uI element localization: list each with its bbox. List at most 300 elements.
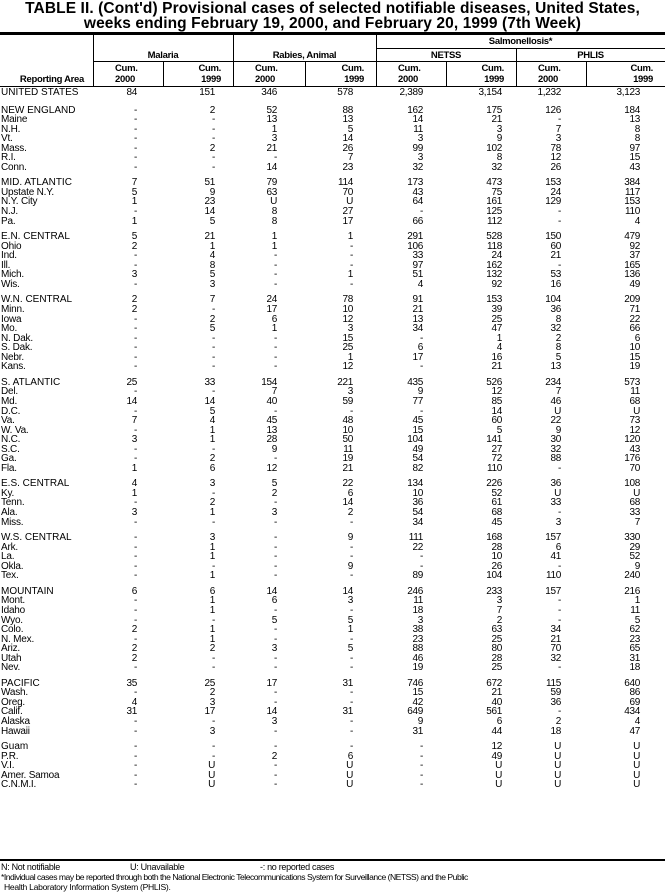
value-cell: 8 — [555, 314, 561, 325]
table-row — [0, 197, 665, 207]
value-cell: 649 — [407, 706, 423, 717]
value-cell: 216 — [624, 586, 640, 597]
region-row — [0, 533, 665, 543]
reporting-area-cell: Tenn. — [1, 497, 25, 508]
reporting-area-cell: Idaho — [1, 605, 26, 616]
value-cell: 115 — [545, 678, 561, 689]
value-cell: 18 — [550, 726, 561, 737]
value-cell: - — [557, 662, 561, 673]
reporting-area-cell: Md. — [1, 396, 18, 407]
title-line-1: TABLE II. (Cont'd) Provisional cases of selected notifiable diseases, United States, — [25, 0, 640, 17]
value-cell: 21 — [412, 304, 423, 315]
table-row — [0, 727, 665, 737]
value-cell: 21 — [550, 634, 561, 645]
value-cell: - — [273, 406, 277, 417]
value-cell: 1 — [496, 333, 502, 344]
value-cell: 46 — [550, 396, 561, 407]
value-cell: 23 — [412, 634, 423, 645]
region-row — [0, 742, 665, 752]
value-cell: - — [557, 706, 561, 717]
value-cell: 5 — [271, 478, 277, 489]
year-label: 2000 — [538, 74, 558, 85]
reporting-area-cell: Nev. — [1, 662, 21, 673]
value-cell: 233 — [486, 586, 502, 597]
reporting-area-cell: Upstate N.Y. — [1, 187, 55, 198]
value-cell: 66 — [412, 216, 423, 227]
value-cell: 72 — [491, 453, 502, 464]
table-row — [0, 508, 665, 518]
value-cell: 3 — [347, 323, 353, 334]
value-cell: 33 — [550, 497, 561, 508]
value-cell: 26 — [491, 561, 502, 572]
year-label: 2000 — [255, 74, 275, 85]
value-cell: 226 — [486, 478, 502, 489]
reporting-area-cell: Ill. — [1, 260, 11, 271]
value-cell: - — [273, 697, 277, 708]
value-cell: U — [208, 779, 215, 790]
value-cell: 330 — [624, 532, 640, 543]
table-row — [0, 761, 665, 771]
table-row — [0, 625, 665, 635]
value-cell: 106 — [407, 241, 423, 252]
value-cell: 59 — [342, 396, 353, 407]
salmonellosis-rule — [376, 48, 665, 49]
value-cell: - — [211, 517, 215, 528]
value-cell: 2 — [209, 497, 215, 508]
cum-label: Cum. — [630, 63, 653, 74]
year-label: 1999 — [201, 74, 221, 85]
value-cell: 165 — [624, 260, 640, 271]
value-cell: 6 — [209, 586, 215, 597]
value-cell: 12 — [342, 361, 353, 372]
value-cell: 8 — [209, 260, 215, 271]
value-cell: 25 — [342, 342, 353, 353]
reporting-area-cell: N.H. — [1, 124, 21, 135]
value-cell: 3 — [555, 517, 561, 528]
value-cell: 29 — [629, 542, 640, 553]
value-cell: - — [133, 770, 137, 781]
value-cell: 221 — [337, 377, 353, 388]
value-cell: 746 — [407, 678, 423, 689]
value-cell: 49 — [629, 279, 640, 290]
footnote-line-1: *Individual cases may be reported through both the National Electronic Telecommunications System for Surveillance (NETSS) and the Public — [1, 872, 468, 882]
value-cell: 52 — [491, 488, 502, 499]
value-cell: - — [133, 323, 137, 334]
table-row — [0, 518, 665, 528]
top-rule — [0, 32, 665, 35]
value-cell: - — [273, 726, 277, 737]
value-cell: 40 — [491, 697, 502, 708]
legend-unavailable: U: Unavailable — [130, 862, 185, 872]
value-cell: 3,154 — [478, 87, 502, 98]
value-cell: - — [349, 279, 353, 290]
value-cell: - — [349, 634, 353, 645]
value-cell: 33 — [204, 377, 215, 388]
divider — [305, 62, 306, 87]
value-cell: 2 — [131, 294, 137, 305]
value-cell: 43 — [629, 444, 640, 455]
value-cell: U — [208, 760, 215, 771]
reporting-area-cell: P.R. — [1, 751, 19, 762]
value-cell: 61 — [491, 497, 502, 508]
value-cell: 3 — [271, 507, 277, 518]
value-cell: - — [273, 561, 277, 572]
table-title — [0, 0, 665, 31]
value-cell: - — [211, 152, 215, 163]
value-cell: 6 — [496, 716, 502, 727]
value-cell: - — [419, 561, 423, 572]
value-cell: - — [273, 497, 277, 508]
table-row — [0, 717, 665, 727]
value-cell: 85 — [491, 396, 502, 407]
value-cell: 13 — [342, 114, 353, 125]
value-cell: 27 — [491, 444, 502, 455]
value-cell: - — [273, 634, 277, 645]
value-cell: - — [211, 124, 215, 135]
value-cell: 5 — [347, 643, 353, 654]
value-cell: 5 — [634, 615, 640, 626]
value-cell: - — [419, 361, 423, 372]
value-cell: U — [633, 760, 640, 771]
value-cell: 71 — [629, 304, 640, 315]
value-cell: 9 — [417, 716, 423, 727]
value-cell: 9 — [347, 532, 353, 543]
value-cell: U — [208, 770, 215, 781]
value-cell: 11 — [413, 595, 423, 606]
value-cell: 21 — [266, 143, 277, 154]
table-row — [0, 606, 665, 616]
value-cell: 110 — [545, 570, 561, 581]
value-cell: 2 — [271, 488, 277, 499]
value-cell: 86 — [629, 687, 640, 698]
value-cell: 33 — [629, 507, 640, 518]
year-label: 2000 — [115, 74, 135, 85]
value-cell: U — [633, 406, 640, 417]
cum-label: Cum. — [341, 63, 364, 74]
value-cell: - — [419, 770, 423, 781]
value-cell: 42 — [412, 697, 423, 708]
value-cell: 2 — [209, 453, 215, 464]
value-cell: 34 — [412, 517, 423, 528]
value-cell: 5 — [209, 216, 215, 227]
table-row — [0, 780, 665, 790]
value-cell: 5 — [131, 231, 137, 242]
value-cell: - — [133, 726, 137, 737]
year-label: 1999 — [484, 74, 504, 85]
value-cell: 154 — [261, 377, 277, 388]
value-cell: 110 — [486, 463, 502, 474]
value-cell: 291 — [407, 231, 423, 242]
malaria-header: Malaria — [147, 50, 179, 61]
value-cell: - — [133, 561, 137, 572]
value-cell: 2 — [209, 314, 215, 325]
value-cell: - — [211, 386, 215, 397]
reporting-area-cell: Va. — [1, 415, 15, 426]
value-cell: 125 — [486, 206, 502, 217]
reporting-area-cell: Mass. — [1, 143, 27, 154]
value-cell: - — [349, 517, 353, 528]
cum-label: Cum. — [255, 63, 278, 74]
value-cell: 1 — [347, 231, 353, 242]
value-cell: 51 — [412, 269, 423, 280]
table-row — [0, 416, 665, 426]
value-cell: 32 — [491, 162, 502, 173]
value-cell: 24 — [266, 294, 277, 305]
value-cell: - — [273, 570, 277, 581]
value-cell: 6 — [347, 751, 353, 762]
value-cell: - — [273, 779, 277, 790]
value-cell: 1 — [347, 624, 353, 635]
value-cell: 3 — [271, 643, 277, 654]
legend-no-cases: -: no reported cases — [260, 862, 335, 872]
value-cell: 14 — [266, 586, 277, 597]
value-cell: 11 — [343, 444, 353, 455]
value-cell: 1 — [131, 488, 137, 499]
value-cell: - — [349, 570, 353, 581]
value-cell: - — [273, 662, 277, 673]
value-cell: 5 — [131, 187, 137, 198]
value-cell: 31 — [629, 653, 640, 664]
value-cell: 132 — [486, 269, 502, 280]
cum-label: Cum. — [115, 63, 138, 74]
table-row — [0, 207, 665, 217]
value-cell: 31 — [412, 726, 423, 737]
value-cell: U — [554, 406, 561, 417]
value-cell: 12 — [550, 152, 561, 163]
value-cell: 21 — [342, 463, 353, 474]
value-cell: 22 — [629, 314, 640, 325]
value-cell: - — [133, 453, 137, 464]
value-cell: - — [349, 726, 353, 737]
value-cell: 68 — [629, 396, 640, 407]
value-cell: - — [349, 697, 353, 708]
value-cell: 11 — [413, 124, 423, 135]
value-cell: 7 — [555, 124, 561, 135]
value-cell: - — [133, 143, 137, 154]
table-row — [0, 324, 665, 334]
value-cell: 27 — [342, 206, 353, 217]
value-cell: - — [419, 406, 423, 417]
rabies-header: Rabies, Animal — [272, 50, 337, 61]
value-cell: 36 — [412, 497, 423, 508]
value-cell: 68 — [629, 497, 640, 508]
value-cell: 26 — [550, 162, 561, 173]
value-cell: 43 — [629, 162, 640, 173]
reporting-area-cell: Maine — [1, 114, 28, 125]
value-cell: 46 — [412, 653, 423, 664]
table-row — [0, 454, 665, 464]
table-row — [0, 644, 665, 654]
value-cell: 234 — [545, 377, 561, 388]
value-cell: 3 — [271, 133, 277, 144]
value-cell: - — [349, 542, 353, 553]
reporting-area-cell: Okla. — [1, 561, 24, 572]
table-row — [0, 688, 665, 698]
value-cell: - — [133, 634, 137, 645]
value-cell: - — [133, 333, 137, 344]
value-cell: 25 — [204, 678, 215, 689]
value-cell: 3 — [417, 152, 423, 163]
value-cell: 23 — [629, 634, 640, 645]
value-cell: - — [273, 352, 277, 363]
value-cell: - — [133, 124, 137, 135]
value-cell: 108 — [624, 478, 640, 489]
footnote-line-2: Health Laboratory Information System (PHLIS). — [4, 882, 171, 892]
value-cell: 4 — [417, 279, 423, 290]
reporting-area-cell: N.C. — [1, 434, 21, 445]
reporting-area-cell: Del. — [1, 386, 18, 397]
value-cell: - — [211, 741, 215, 752]
value-cell: - — [273, 770, 277, 781]
value-cell: 176 — [624, 453, 640, 464]
value-cell: 34 — [412, 323, 423, 334]
table-row — [0, 498, 665, 508]
value-cell: 3 — [347, 595, 353, 606]
value-cell: 3 — [209, 532, 215, 543]
value-cell: - — [273, 532, 277, 543]
value-cell: U — [633, 779, 640, 790]
value-cell: 73 — [629, 415, 640, 426]
netss-header: NETSS — [430, 50, 462, 61]
table-row — [0, 153, 665, 163]
value-cell: 5 — [496, 425, 502, 436]
reporting-area-cell: N. Mex. — [1, 634, 35, 645]
value-cell: - — [133, 444, 137, 455]
value-cell: 49 — [412, 444, 423, 455]
value-cell: - — [273, 260, 277, 271]
value-cell: 3 — [209, 697, 215, 708]
value-cell: 62 — [629, 624, 640, 635]
value-cell: - — [349, 687, 353, 698]
value-cell: - — [273, 760, 277, 771]
reporting-area-cell: Oreg. — [1, 697, 26, 708]
value-cell: - — [273, 624, 277, 635]
value-cell: - — [133, 342, 137, 353]
value-cell: 36 — [550, 304, 561, 315]
value-cell: U — [495, 760, 502, 771]
value-cell: 80 — [491, 643, 502, 654]
reporting-area-cell: Wash. — [1, 687, 28, 698]
value-cell: - — [273, 517, 277, 528]
value-cell: U — [633, 488, 640, 499]
value-cell: 573 — [624, 377, 640, 388]
reporting-area-cell: Wis. — [1, 279, 20, 290]
value-cell: - — [273, 653, 277, 664]
reporting-area-cell: Ala. — [1, 507, 18, 518]
salmonellosis-header: Salmonellosis* — [488, 36, 553, 47]
value-cell: U — [346, 196, 353, 207]
value-cell: 3 — [209, 726, 215, 737]
legend-not-notifiable: N: Not notifiable — [1, 862, 60, 872]
table-row — [0, 552, 665, 562]
value-cell: 53 — [550, 269, 561, 280]
value-cell: 5 — [347, 615, 353, 626]
value-cell: 1 — [209, 570, 215, 581]
value-cell: - — [133, 260, 137, 271]
value-cell: 7 — [131, 415, 137, 426]
reporting-area-cell: C.N.M.I. — [1, 779, 37, 790]
table-row — [0, 464, 665, 474]
value-cell: 1 — [271, 231, 277, 242]
value-cell: 1 — [271, 124, 277, 135]
table-row — [0, 251, 665, 261]
value-cell: 23 — [204, 196, 215, 207]
value-cell: - — [133, 497, 137, 508]
region-row — [0, 295, 665, 305]
value-cell: - — [349, 250, 353, 261]
value-cell: 2 — [131, 624, 137, 635]
reporting-area-cell: Ark. — [1, 542, 18, 553]
value-cell: 60 — [550, 241, 561, 252]
value-cell: 52 — [266, 105, 277, 116]
value-cell: 47 — [491, 323, 502, 334]
region-row — [0, 232, 665, 242]
value-cell: 9 — [634, 561, 640, 572]
reporting-area-cell: UNITED STATES — [1, 87, 79, 98]
value-cell: 102 — [486, 143, 502, 154]
title-line-2: weeks ending February 19, 2000, and February 20, 1999 (7th Week) — [83, 15, 582, 32]
reporting-area-cell: Calif. — [1, 706, 23, 717]
value-cell: 88 — [550, 453, 561, 464]
value-cell: 114 — [337, 177, 353, 188]
value-cell: 14 — [412, 114, 423, 125]
value-cell: - — [557, 114, 561, 125]
value-cell: U — [346, 770, 353, 781]
value-cell: 173 — [407, 177, 423, 188]
value-cell: - — [133, 615, 137, 626]
value-cell: 13 — [266, 114, 277, 125]
value-cell: - — [211, 716, 215, 727]
reporting-area-cell: N. Dak. — [1, 333, 33, 344]
value-cell: 44 — [491, 726, 502, 737]
reporting-area-cell: MOUNTAIN — [1, 586, 54, 597]
reporting-area-cell: Hawaii — [1, 726, 30, 737]
value-cell: 28 — [491, 542, 502, 553]
value-cell: 59 — [550, 687, 561, 698]
value-cell: - — [419, 333, 423, 344]
value-cell: - — [133, 133, 137, 144]
value-cell: 246 — [407, 586, 423, 597]
value-cell: 12 — [629, 425, 640, 436]
value-cell: - — [211, 653, 215, 664]
value-cell: 32 — [550, 323, 561, 334]
value-cell: 7 — [271, 386, 277, 397]
value-cell: 526 — [486, 377, 502, 388]
reporting-area-cell: Pa. — [1, 216, 16, 227]
value-cell: 9 — [555, 425, 561, 436]
value-cell: 2 — [555, 333, 561, 344]
value-cell: 70 — [342, 187, 353, 198]
reporting-area-cell: R.I. — [1, 152, 16, 163]
value-cell: 54 — [412, 507, 423, 518]
value-cell: 21 — [204, 231, 215, 242]
reporting-area-cell: Ohio — [1, 241, 22, 252]
value-cell: - — [211, 361, 215, 372]
value-cell: - — [133, 406, 137, 417]
value-cell: 84 — [126, 87, 137, 98]
value-cell: 14 — [342, 497, 353, 508]
value-cell: 21 — [491, 114, 502, 125]
value-cell: 1 — [347, 269, 353, 280]
divider — [446, 62, 447, 87]
reporting-area-cell: Vt. — [1, 133, 13, 144]
value-cell: 33 — [412, 250, 423, 261]
value-cell: - — [211, 488, 215, 499]
value-cell: 1 — [131, 216, 137, 227]
reporting-area-cell: Mont. — [1, 595, 26, 606]
value-cell: 2 — [131, 241, 137, 252]
value-cell: 10 — [491, 551, 502, 562]
